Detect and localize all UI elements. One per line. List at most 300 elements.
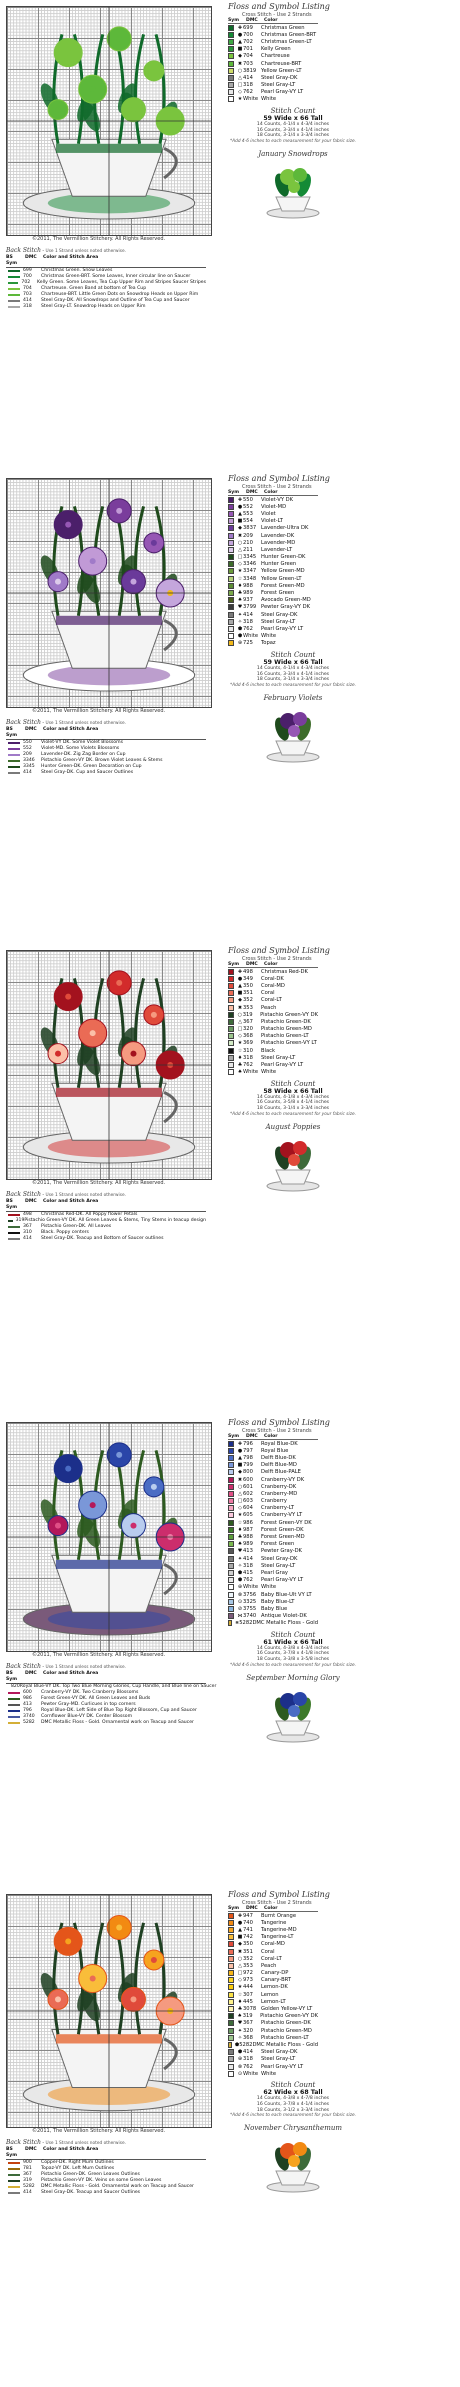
column-header-dmc: DMC — [246, 1434, 258, 1439]
backstitch-dmc-code: 3345 — [23, 764, 35, 769]
floss-color-swatch — [228, 1505, 234, 1511]
blossom-center-motif — [55, 1051, 61, 1057]
column-header-color-stitch-area: Color and Stitch Area — [43, 255, 99, 260]
floss-row — [228, 96, 318, 103]
floss-color-swatch — [228, 1012, 234, 1018]
floss-symbol-icon: ■ — [237, 46, 243, 53]
floss-color-name: Violet-MD — [261, 503, 287, 510]
floss-symbol-icon: ■ — [237, 518, 243, 525]
stitch-count-block — [228, 107, 358, 144]
floss-dmc-code: 5282 — [239, 2041, 253, 2048]
backstitch-description: Chartreuse. Green Band at bottom of Tea Cup — [41, 286, 147, 291]
pattern-august-poppies — [0, 944, 460, 1414]
floss-color-name: Pearl Gray-VY LT — [261, 2063, 304, 2070]
cross-stitch-chart-grid — [6, 1422, 212, 1652]
preview-image — [258, 1685, 328, 1745]
backstitch-description: Royal Blue-VY DK. Top Two Blue Morning Glories, Cup Handle, and Blue line on Saucer — [19, 1684, 217, 1689]
floss-color-name: Yellow Green-MD — [261, 568, 305, 575]
floss-dmc-code: 554 — [243, 518, 253, 525]
backstitch-header-row — [6, 727, 206, 740]
floss-row — [228, 1912, 318, 1919]
floss-dmc-code: 3078 — [243, 2006, 257, 2013]
floss-dmc-code: 3755 — [243, 1605, 257, 1612]
floss-row — [228, 1526, 318, 1533]
floss-symbol-icon: ○ — [237, 1011, 242, 1018]
floss-row — [228, 1977, 318, 1984]
floss-color-swatch — [228, 626, 234, 632]
floss-symbol-icon: ◆ — [238, 53, 242, 60]
floss-symbol-icon: ● — [237, 1919, 243, 1926]
floss-row — [228, 1562, 318, 1569]
backstitch-description: Christmas Red-DK. All Poppy flower Petals — [41, 1212, 138, 1217]
floss-symbol-icon: ● — [237, 1447, 243, 1454]
floss-row — [228, 89, 318, 96]
floss-dmc-code: 351 — [243, 1948, 253, 1955]
column-header-bs-sym: BS Sym — [6, 2147, 18, 2158]
floss-dmc-code: 352 — [243, 1955, 253, 1962]
floss-row — [228, 518, 318, 525]
floss-symbol-icon: ★ — [237, 96, 243, 103]
backstitch-description: Black. Poppy centers — [41, 1230, 89, 1235]
finished-preview — [228, 150, 358, 221]
column-header-dmc: DMC — [246, 18, 258, 23]
backstitch-dmc-code: 700 — [23, 274, 32, 279]
backstitch-dmc-code: 5282 — [23, 2184, 35, 2189]
column-header-bs-sym: BS Sym — [6, 1671, 18, 1682]
backstitch-line-swatch — [8, 760, 20, 762]
floss-dmc-code: 318 — [243, 1562, 253, 1569]
floss-color-swatch — [228, 1484, 234, 1490]
column-header-sym: Sym — [228, 490, 240, 495]
backstitch-description: Steel Gray-DK. All Snowdrops and Outline of Tea Cup and Saucer — [41, 298, 190, 303]
stem-motif — [135, 1923, 143, 2034]
floss-color-name: Lemon-LT — [261, 1998, 286, 2005]
backstitch-line-swatch — [8, 1238, 20, 1240]
floss-color-name: Steel Gray-LT — [261, 82, 296, 89]
floss-color-name: Coral-MD — [261, 1941, 285, 1948]
floss-color-name: White — [261, 96, 277, 103]
floss-row — [228, 1047, 318, 1054]
floss-symbol-icon: ⊙ — [237, 2070, 243, 2077]
floss-row — [228, 640, 318, 647]
blossom-center-motif — [90, 1030, 96, 1036]
fabric-count-line: 18 Counts, 3-1/4 x 3-3/4 inches — [256, 133, 330, 139]
fabric-count-line: 16 Counts, 3-5/8 x 4-1/4 inches — [256, 1100, 330, 1106]
floss-dmc-code: 368 — [243, 2034, 253, 2041]
floss-color-name: Topaz — [261, 640, 276, 647]
blossom-center-motif — [130, 107, 136, 113]
floss-color-swatch — [228, 497, 234, 503]
floss-row — [228, 1476, 318, 1483]
floss-color-name: Pistachio Green-MD — [261, 2027, 312, 2034]
cross-stitch-chart-grid — [6, 950, 212, 1180]
floss-row — [228, 1584, 318, 1591]
backstitch-line-swatch — [8, 1704, 20, 1706]
floss-color-name: Lemon — [261, 1991, 279, 1998]
floss-row — [228, 1955, 318, 1962]
backstitch-line-swatch — [8, 1214, 20, 1216]
floss-color-name: Yellow Green-LT — [261, 67, 302, 74]
fabric-count-line: 16 Counts, 3-7/8 x 4-1/8 inches — [256, 1651, 330, 1657]
floss-color-name: Steel Gray-LT — [261, 2056, 296, 2063]
floss-color-swatch — [228, 1606, 234, 1612]
floss-row — [228, 496, 318, 503]
floss-color-name: Hunter Green-DK — [261, 554, 306, 561]
floss-symbol-icon: ★ — [237, 1512, 243, 1519]
floss-color-swatch — [228, 1977, 234, 1983]
floss-color-swatch — [228, 1963, 234, 1969]
floss-symbol-icon: ♣ — [237, 590, 243, 597]
floss-color-name: Tangerine — [261, 1919, 287, 1926]
floss-row — [228, 1011, 318, 1018]
floss-color-swatch — [228, 1577, 234, 1583]
backstitch-row — [6, 770, 206, 776]
floss-row — [228, 1498, 318, 1505]
backstitch-title: Back Stitch — [6, 2139, 41, 2146]
blossom-center-motif — [55, 1523, 61, 1529]
floss-color-swatch — [228, 1620, 232, 1626]
floss-color-swatch — [228, 61, 234, 67]
finished-preview-graphic — [258, 161, 328, 221]
floss-row — [228, 2049, 318, 2056]
floss-row — [228, 1962, 318, 1969]
preview-title: February Violets — [263, 693, 323, 702]
floss-dmc-code: 319 — [242, 1011, 253, 1018]
floss-color-swatch — [228, 1455, 234, 1461]
cross-stitch-chart-grid — [6, 6, 212, 236]
floss-dmc-code: 603 — [243, 1498, 253, 1505]
floss-dmc-code: 988 — [243, 1534, 253, 1541]
stitch-count-title: Stitch Count — [270, 2081, 316, 2090]
blossom-center-motif — [65, 1466, 71, 1472]
floss-color-swatch — [228, 504, 234, 510]
floss-row — [228, 1483, 318, 1490]
floss-dmc-code: 552 — [243, 503, 253, 510]
floss-color-swatch — [228, 1570, 234, 1576]
stitch-count-size: 62 Wide x 68 Tall — [263, 2089, 323, 2097]
backstitch-dmc-code: 704 — [23, 286, 32, 291]
legend-title: Floss and Symbol Listing — [228, 1890, 330, 1899]
floss-dmc-code: 209 — [243, 532, 253, 539]
floss-row — [228, 1941, 318, 1948]
backstitch-description: Chartreuse-BRT. Little Green Dots on Snowdrop Heads on Upper Rim — [41, 292, 199, 297]
floss-symbol-icon: ✦ — [237, 611, 243, 618]
floss-row — [228, 2027, 318, 2034]
floss-color-name: Steel Gray-LT — [261, 618, 296, 625]
floss-row — [228, 1919, 318, 1926]
backstitch-title: Back Stitch — [6, 1191, 41, 1198]
floss-color-swatch — [228, 511, 234, 517]
floss-color-name: Pearl Gray — [261, 1569, 288, 1576]
floss-symbol-icon: ● — [237, 31, 243, 38]
fabric-count-line: 16 Counts, 3-7/8 x 4-1/4 inches — [256, 2101, 330, 2107]
backstitch-title-line: Back Stitch - Use 1 Strand unless noted otherwise. — [6, 1663, 126, 1670]
backstitch-line-swatch — [8, 2168, 20, 2170]
floss-symbol-listing — [228, 946, 450, 1194]
stitch-count-block — [228, 1631, 358, 1668]
floss-color-swatch — [228, 518, 234, 524]
floss-dmc-code: 3345 — [243, 554, 257, 561]
backstitch-dmc-code: 318 — [23, 304, 32, 309]
backstitch-description: Steel Gray-DK. Cup and Saucer Outlines — [41, 770, 134, 775]
floss-symbol-icon: ◆ — [238, 1469, 242, 1476]
floss-dmc-code: 605 — [243, 1512, 253, 1519]
floss-row — [228, 546, 318, 553]
floss-dmc-code: 796 — [243, 1440, 253, 1447]
chart-motif-graphic — [7, 951, 211, 1179]
floss-color-swatch — [228, 2071, 234, 2077]
floss-row — [228, 2056, 318, 2063]
floss-color-name: Chartreuse-BRT — [261, 60, 302, 67]
teacup-handle-motif — [164, 2039, 176, 2069]
blossom-center-motif — [90, 1502, 96, 1508]
floss-color-name: Peach — [261, 1004, 277, 1011]
finished-preview — [228, 2124, 358, 2195]
floss-color-swatch — [228, 25, 234, 31]
backstitch-line-swatch — [8, 2192, 20, 2194]
column-header-dmc: DMC — [25, 2147, 37, 2152]
column-header-color: Color — [264, 1434, 278, 1439]
floss-color-swatch — [228, 2006, 234, 2012]
backstitch-description: Pistachio Green-VY DK. Brown Violet Leaves & Stems — [41, 758, 163, 763]
floss-row — [228, 1948, 318, 1955]
floss-row — [228, 1926, 318, 1933]
floss-color-swatch — [228, 1005, 234, 1011]
pattern-february-violets — [0, 472, 460, 942]
floss-row — [228, 2013, 318, 2020]
copyright-notice: ©2011, The Vermillion Stitchery. All Rights Reserved. — [32, 708, 166, 714]
backstitch-line-swatch — [8, 754, 20, 756]
floss-symbol-icon: ✚ — [237, 1912, 243, 1919]
floss-row — [228, 539, 318, 546]
floss-row — [228, 1447, 318, 1454]
floss-row — [228, 1548, 318, 1555]
pattern-january-snowdrops — [0, 0, 460, 470]
chart-motif-graphic — [7, 1895, 211, 2127]
backstitch-line-swatch — [8, 1220, 13, 1222]
backstitch-title-line: Back Stitch - Use 1 Strand unless noted otherwise. — [6, 2139, 126, 2146]
floss-dmc-code: 937 — [243, 597, 253, 604]
floss-symbol-listing — [228, 1418, 450, 1745]
finished-preview — [228, 1674, 358, 1745]
backstitch-description: DMC Metallic Floss - Gold. Ornamental work on Teacup and Saucer — [41, 2184, 194, 2189]
floss-symbol-icon: □ — [237, 1970, 243, 1977]
backstitch-line-swatch — [8, 1232, 20, 1234]
backstitch-dmc-code: 550 — [23, 740, 32, 745]
floss-color-swatch — [228, 1491, 234, 1497]
column-header-color: Color — [264, 18, 278, 23]
backstitch-dmc-code: 900 — [23, 2160, 32, 2165]
floss-symbol-icon: ✧ — [237, 2034, 243, 2041]
floss-color-name: Pearl Gray-VY LT — [261, 1062, 304, 1069]
floss-symbol-icon: ⬟ — [237, 625, 243, 632]
floss-color-swatch — [228, 1592, 234, 1598]
floss-row — [228, 67, 318, 74]
blossom-center-motif — [90, 558, 96, 564]
cross-stitch-chart-grid — [6, 478, 212, 708]
floss-row — [228, 1026, 318, 1033]
floss-color-name: Forest Green — [261, 1541, 295, 1548]
floss-dmc-code: 703 — [243, 60, 253, 67]
floss-dmc-code: 318 — [243, 2056, 253, 2063]
backstitch-description: Forest Green-VY DK. All Green Leaves and Buds — [41, 1696, 151, 1701]
floss-dmc-code: 318 — [243, 618, 253, 625]
floss-symbol-icon: ◇ — [238, 1505, 242, 1512]
backstitch-title-line: Back Stitch - Use 1 Strand unless noted otherwise. — [6, 719, 126, 726]
column-header-dmc: DMC — [25, 1199, 37, 1204]
floss-dmc-code: 600 — [243, 1476, 253, 1483]
floss-color-swatch — [228, 1055, 234, 1061]
floss-symbol-icon: ♦ — [237, 582, 243, 589]
floss-symbol-icon: ⬢ — [237, 1577, 243, 1584]
backstitch-line-swatch — [8, 282, 18, 284]
floss-row — [228, 1569, 318, 1576]
preview-title: September Morning Glory — [246, 1673, 340, 1682]
floss-dmc-code: 604 — [243, 1505, 253, 1512]
teacup-handle-motif — [164, 1564, 176, 1594]
floss-dmc-code: 5282 — [239, 1620, 253, 1627]
backstitch-description: Pewter Gray-MD. Curlicues in top corners — [41, 1702, 136, 1707]
backstitch-dmc-code: 702 — [21, 280, 31, 285]
floss-symbol-icon: ♥ — [237, 1548, 243, 1555]
floss-dmc-code: 762 — [243, 89, 253, 96]
copyright-notice: ©2011, The Vermillion Stitchery. All Rights Reserved. — [32, 1652, 166, 1658]
floss-symbol-icon: ◆ — [238, 525, 242, 532]
floss-color-swatch — [228, 633, 234, 639]
floss-symbol-icon: ● — [237, 503, 243, 510]
floss-row — [228, 1462, 318, 1469]
floss-row — [228, 60, 318, 67]
blossom-center-motif — [65, 522, 71, 528]
floss-row — [228, 1440, 318, 1447]
floss-color-swatch — [228, 1048, 234, 1054]
floss-symbol-icon: ✚ — [237, 496, 243, 503]
floss-symbol-icon: ✖ — [237, 1476, 243, 1483]
floss-dmc-code: 3837 — [243, 525, 257, 532]
backstitch-description: Topaz-VY DK. Left Mum Outlines — [41, 2166, 115, 2171]
teacup-handle-motif — [164, 148, 176, 178]
floss-dmc-code: 550 — [243, 496, 253, 503]
floss-symbol-icon: △ — [238, 1490, 242, 1497]
floss-row — [228, 1512, 318, 1519]
floss-dmc-code: 972 — [243, 1970, 253, 1977]
floss-color-swatch — [228, 75, 234, 81]
legend-title: Floss and Symbol Listing — [228, 946, 330, 955]
floss-dmc-code: 762 — [243, 625, 253, 632]
floss-symbol-icon: ○ — [237, 539, 243, 546]
blossom-center-motif — [90, 86, 96, 92]
floss-color-swatch — [228, 1941, 234, 1947]
floss-row — [228, 2063, 318, 2070]
floss-row — [228, 1613, 318, 1620]
floss-color-swatch — [228, 53, 234, 59]
floss-symbol-icon: ✦ — [237, 1555, 243, 1562]
backstitch-title: Back Stitch — [6, 247, 41, 254]
column-header-color-stitch-area: Color and Stitch Area — [43, 1671, 99, 1676]
floss-dmc-code: White — [243, 96, 259, 103]
floss-symbol-icon: ⊙ — [237, 1598, 243, 1605]
floss-symbol-icon: ♦ — [237, 1998, 243, 2005]
floss-row — [228, 510, 318, 517]
floss-color-swatch — [228, 1069, 234, 1075]
floss-row — [228, 74, 318, 81]
floss-color-swatch — [228, 2049, 234, 2055]
floss-row — [228, 503, 318, 510]
backstitch-description: Royal Blue-DK. Left Side of Blue Top Right Blossom, Cup and Saucer — [41, 1708, 197, 1713]
floss-row — [228, 1605, 318, 1612]
floss-color-name: Tangerine-LT — [261, 1934, 294, 1941]
column-header-sym: Sym — [228, 1434, 240, 1439]
floss-symbol-icon: ⬟ — [234, 2041, 240, 2048]
floss-color-swatch — [228, 1534, 234, 1540]
floss-color-swatch — [228, 1599, 234, 1605]
floss-dmc-code: 725 — [243, 640, 253, 647]
floss-dmc-code: 3756 — [243, 1591, 257, 1598]
floss-dmc-code: 988 — [243, 582, 253, 589]
floss-color-name: Pearl Gray-VY LT — [261, 625, 304, 632]
floss-color-swatch — [228, 1040, 234, 1046]
floss-row — [228, 1519, 318, 1526]
floss-dmc-code: 989 — [243, 590, 253, 597]
floss-color-name: Tangerine-MD — [261, 1926, 297, 1933]
finished-preview — [228, 1123, 358, 1194]
floss-row — [228, 568, 318, 575]
floss-dmc-code: 367 — [243, 1018, 253, 1025]
floss-color-swatch — [228, 1469, 234, 1475]
floss-row — [228, 1040, 318, 1047]
backstitch-dmc-code: 781 — [23, 2166, 32, 2171]
backstitch-description: Christmas Green. Snow Leaves — [41, 268, 113, 273]
floss-row — [228, 1934, 318, 1941]
floss-row — [228, 1069, 318, 1076]
backstitch-description: Kelly Green. Some Leaves, Tea Cup Upper Rim and Stripes Saucer Stripes — [37, 280, 206, 285]
floss-color-swatch — [228, 39, 234, 45]
floss-color-name: Coral — [261, 990, 275, 997]
floss-color-swatch — [228, 983, 234, 989]
column-header-sym: Sym — [228, 962, 240, 967]
floss-dmc-code: 310 — [243, 1047, 253, 1054]
floss-row — [228, 53, 318, 60]
floss-dmc-code: White — [243, 633, 259, 640]
floss-color-swatch — [228, 969, 234, 975]
floss-color-name: Pistachio Green-DK — [261, 2020, 311, 2027]
floss-color-swatch — [228, 1949, 234, 1955]
blossom-center-motif — [65, 50, 71, 56]
floss-dmc-code: White — [243, 1584, 259, 1591]
floss-dmc-code: 318 — [243, 1054, 253, 1061]
floss-color-name: Delft Blue-PALE — [261, 1469, 301, 1476]
floss-color-swatch — [228, 1512, 234, 1518]
floss-color-name: Baby Blue-Ult VY LT — [261, 1591, 312, 1598]
floss-color-name: Yellow Green-LT — [261, 575, 302, 582]
floss-dmc-code: 3347 — [243, 568, 257, 575]
stitch-count-size: 59 Wide x 66 Tall — [263, 658, 323, 666]
floss-dmc-code: 320 — [243, 1026, 253, 1033]
blossom-center-motif — [55, 1996, 61, 2002]
backstitch-dmc-code: 703 — [23, 292, 32, 297]
floss-dmc-code: 3325 — [243, 1598, 257, 1605]
column-header-dmc: DMC — [246, 962, 258, 967]
backstitch-dmc-code: 699 — [23, 268, 32, 273]
floss-symbol-icon: ▲ — [238, 510, 242, 517]
floss-row — [228, 1533, 318, 1540]
backstitch-instructions: Use 1 Strand unless noted otherwise. — [45, 721, 126, 726]
floss-dmc-code: 704 — [243, 53, 253, 60]
floss-dmc-code: 350 — [243, 982, 253, 989]
column-header-color-stitch-area: Color and Stitch Area — [43, 1199, 99, 1204]
floss-color-swatch — [228, 533, 234, 539]
floss-color-name: Royal Blue-DK — [261, 1440, 298, 1447]
